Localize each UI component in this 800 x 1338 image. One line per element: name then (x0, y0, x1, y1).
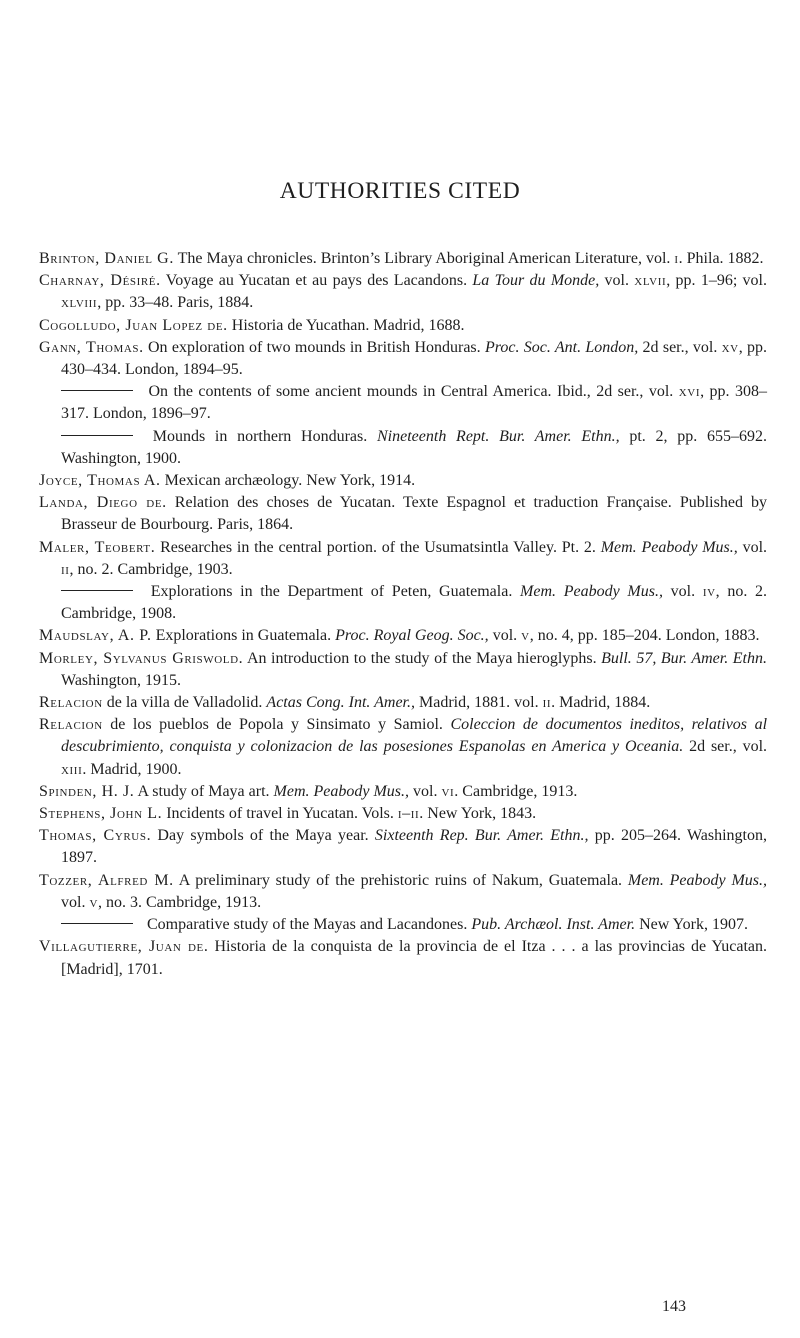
page-number: 143 (662, 1298, 686, 1315)
reference-list (39, 248, 767, 981)
reference-entry: Maler, Teobert. Researches in the central portion. of the Usumatsintla Valley. Pt. 2. Mem. Peabody Mus., vol. ii, no. 2. Cambridge, 1903. (39, 538, 768, 578)
ref-author: Cogolludo, Juan Lopez de. (39, 316, 228, 334)
reference-entry: Cogolludo, Juan Lopez de. Historia de Yucathan. Madrid, 1688. (39, 316, 465, 334)
reference-entry: Joyce, Thomas A. Mexican archæology. New York, 1914. (39, 472, 416, 490)
ref-author: Stephens, John L. (39, 805, 163, 823)
ref-author: Gann, Thomas. (39, 338, 144, 356)
reference-entry: Thomas, Cyrus. Day symbols of the Maya year. Sixteenth Rep. Bur. Amer. Ethn., pp. 205–264. Washington, 1897. (39, 827, 767, 867)
ref-author: Maler, Teobert. (39, 538, 156, 556)
ref-author: Relacion (39, 716, 103, 734)
ditto-rule (61, 590, 133, 591)
ditto-rule (61, 923, 133, 924)
page-title: AUTHORITIES CITED (279, 178, 521, 204)
reference-entry: Villagutierre, Juan de. Historia de la conquista de la provincia de el Itza . . . a las provincias de Yucatan. [Madrid], 1701. (39, 938, 767, 978)
reference-entry: Stephens, John L. Incidents of travel in Yucatan. Vols. i–ii. New York, 1843. (39, 805, 537, 823)
ref-author: Brinton, Daniel G. (39, 250, 174, 267)
ref-author: Charnay, Désiré. (39, 272, 161, 290)
ref-author: Morley, Sylvanus Griswold. (39, 649, 244, 667)
reference-entry: Mounds in northern Honduras. Nineteenth Rept. Bur. Amer. Ethn., pt. 2, pp. 655–692. Washington, 1900. (61, 427, 768, 467)
ref-author: Tozzer, Alfred M. (39, 871, 174, 889)
reference-entry: Tozzer, Alfred M. A preliminary study of the prehistoric ruins of Nakum, Guatemala. Mem. Peabody Mus., vol. v, no. 3. Cambridge, 1913. (39, 871, 768, 911)
reference-entry: On the contents of some ancient mounds in Central America. Ibid., 2d ser., vol. xvi, pp. 308–317. London, 1896–97. (61, 383, 767, 423)
reference-entry: Relacion de la villa de Valladolid. Actas Cong. Int. Amer., Madrid, 1881. vol. ii. Madrid, 1884. (39, 694, 651, 712)
ref-author: Landa, Diego de. (39, 494, 167, 512)
reference-entry: Maudslay, A. P. Explorations in Guatemala. Proc. Royal Geog. Soc., vol. v, no. 4, pp. 185–204. London, 1883. (39, 627, 760, 645)
reference-entry: Brinton, Daniel G. The Maya chronicles. Brinton’s Library Aboriginal American Literature, vol. i. Phila. 1882. (39, 250, 764, 267)
reference-entry: Landa, Diego de. Relation des choses de Yucatan. Texte Espagnol et traduction Française. Published by Brasseur de Bourbourg. Paris, 1864. (39, 494, 767, 534)
ref-author: Villagutierre, Juan de. (39, 938, 209, 956)
reference-entry: Morley, Sylvanus Griswold. An introduction to the study of the Maya hieroglyphs. Bull. 57, Bur. Amer. Ethn. Washington, 1915. (39, 649, 768, 689)
reference-entry: Charnay, Désiré. Voyage au Yucatan et au pays des Lacandons. La Tour du Monde, vol. xlvii, pp. 1–96; vol. xlviii, pp. 33–48. Paris, 1884. (39, 272, 767, 312)
ref-author: Thomas, Cyrus. (39, 827, 152, 845)
ditto-rule (61, 435, 133, 436)
reference-entry: Spinden, H. J. A study of Maya art. Mem. Peabody Mus., vol. vi. Cambridge, 1913. (39, 782, 578, 800)
reference-entry: Gann, Thomas. On exploration of two mounds in British Honduras. Proc. Soc. Ant. London, 2d ser., vol. xv, pp. 430–434. London, 1894–95. (39, 338, 768, 379)
reference-entry: Comparative study of the Mayas and Lacandones. Pub. Archæol. Inst. Amer. New York, 1907. (39, 914, 767, 936)
reference-entry: Explorations in the Department of Peten, Guatemala. Mem. Peabody Mus., vol. iv, no. 2. Cambridge, 1908. (61, 583, 768, 623)
ref-author: Joyce, Thomas A. (39, 472, 161, 490)
ref-author: Maudslay, A. P. (39, 627, 152, 645)
ditto-rule (61, 390, 133, 391)
ref-author: Spinden, H. J. (39, 782, 135, 800)
reference-entry: Relacion de los pueblos de Popola y Sinsimato y Samiol. Coleccion de documentos ineditos, relativos al descubrimiento, conquista y colonizacion de las posesiones Espanolas en America y Oceania. 2d ser., vol. xiii. Madrid, 1900. (39, 716, 768, 778)
ref-author: Relacion (39, 694, 103, 712)
